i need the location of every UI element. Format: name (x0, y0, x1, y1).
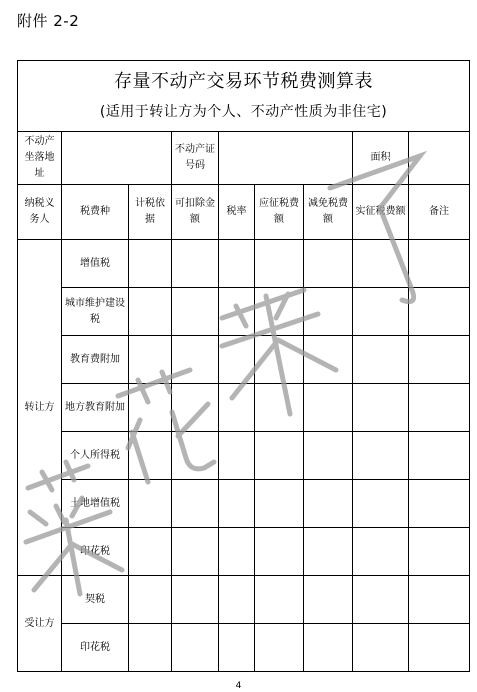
input-cell[interactable] (172, 624, 219, 672)
tax-type-cell: 城市维护建设税 (62, 288, 129, 336)
table-row (18, 528, 470, 576)
input-cell[interactable] (304, 528, 353, 576)
input-cell[interactable] (353, 576, 409, 624)
input-cell[interactable] (353, 240, 409, 288)
input-cell[interactable] (409, 432, 470, 480)
input-cell[interactable] (304, 480, 353, 528)
page-number: 4 (235, 681, 242, 691)
input-cell[interactable] (129, 624, 172, 672)
input-cell[interactable] (409, 384, 470, 432)
column-header: 税率 (219, 185, 255, 240)
watermark-text: 菜花来了 (0, 0, 4, 1)
input-cell[interactable] (255, 576, 304, 624)
input-cell[interactable] (304, 288, 353, 336)
input-cell[interactable] (219, 384, 255, 432)
tax-type-cell: 印花税 (62, 528, 129, 576)
input-cell[interactable] (172, 288, 219, 336)
input-cell[interactable] (255, 288, 304, 336)
table-row (18, 384, 470, 432)
input-cell[interactable] (172, 336, 219, 384)
input-cell[interactable] (304, 336, 353, 384)
input-cell[interactable] (219, 528, 255, 576)
input-cell[interactable] (129, 336, 172, 384)
input-cell[interactable] (304, 576, 353, 624)
table-row (18, 480, 470, 528)
input-cell[interactable] (129, 288, 172, 336)
input-cell[interactable] (219, 288, 255, 336)
table-title-cell (18, 61, 470, 132)
tax-type-cell: 印花税 (62, 624, 129, 672)
input-cell[interactable] (353, 288, 409, 336)
input-cell[interactable] (219, 432, 255, 480)
input-cell[interactable] (129, 528, 172, 576)
input-cell[interactable] (304, 240, 353, 288)
tax-rows (18, 240, 470, 672)
input-cell[interactable] (304, 432, 353, 480)
tax-type-cell: 增值税 (62, 240, 129, 288)
input-cell[interactable] (353, 384, 409, 432)
table-row (18, 336, 470, 384)
taxpayer-cell: 受让方 (18, 576, 62, 672)
input-cell[interactable] (304, 624, 353, 672)
input-cell[interactable] (409, 480, 470, 528)
input-cell[interactable] (255, 480, 304, 528)
taxpayer-cell: 转让方 (18, 240, 62, 576)
table-row (18, 288, 470, 336)
input-cell[interactable] (353, 624, 409, 672)
input-cell[interactable] (129, 432, 172, 480)
input-cell[interactable] (409, 336, 470, 384)
input-cell[interactable] (172, 384, 219, 432)
location-field[interactable] (62, 132, 172, 185)
area-field[interactable] (409, 132, 470, 185)
table-subtitle: (适用于转让方为个人、不动产性质为非住宅) (99, 104, 388, 120)
input-cell[interactable] (353, 480, 409, 528)
tax-type-cell: 教育费附加 (62, 336, 129, 384)
area-label: 面积 (353, 132, 409, 185)
cert-number-field[interactable] (219, 132, 353, 185)
input-cell[interactable] (219, 480, 255, 528)
tax-type-cell: 地方教育附加 (62, 384, 129, 432)
column-header: 备注 (409, 185, 470, 240)
attachment-label: 附件 2-2 (17, 12, 80, 30)
tax-calculation-table (17, 60, 470, 672)
column-header: 应征税费额 (255, 185, 304, 240)
input-cell[interactable] (353, 432, 409, 480)
tax-type-cell: 契税 (62, 576, 129, 624)
input-cell[interactable] (353, 336, 409, 384)
input-cell[interactable] (409, 624, 470, 672)
input-cell[interactable] (409, 288, 470, 336)
column-header-row (18, 185, 470, 240)
column-header: 纳税义务人 (18, 185, 62, 240)
input-cell[interactable] (129, 384, 172, 432)
input-cell[interactable] (304, 384, 353, 432)
table-row (18, 432, 470, 480)
table-row (18, 576, 470, 624)
column-header: 可扣除金额 (172, 185, 219, 240)
input-cell[interactable] (219, 576, 255, 624)
input-cell[interactable] (129, 576, 172, 624)
input-cell[interactable] (255, 624, 304, 672)
input-cell[interactable] (172, 240, 219, 288)
table-row (18, 624, 470, 672)
input-cell[interactable] (172, 576, 219, 624)
input-cell[interactable] (172, 480, 219, 528)
input-cell[interactable] (255, 384, 304, 432)
input-cell[interactable] (172, 528, 219, 576)
input-cell[interactable] (172, 432, 219, 480)
column-header: 实征税费额 (353, 185, 409, 240)
input-cell[interactable] (409, 576, 470, 624)
input-cell[interactable] (219, 240, 255, 288)
input-cell[interactable] (255, 528, 304, 576)
input-cell[interactable] (129, 480, 172, 528)
input-cell[interactable] (409, 528, 470, 576)
input-cell[interactable] (255, 240, 304, 288)
input-cell[interactable] (255, 432, 304, 480)
table-title: 存量不动产交易环节税费测算表 (114, 71, 374, 92)
property-info-row (18, 132, 470, 185)
input-cell[interactable] (219, 624, 255, 672)
input-cell[interactable] (409, 240, 470, 288)
tax-type-cell: 个人所得税 (62, 432, 129, 480)
column-header: 减免税费额 (304, 185, 353, 240)
column-header: 税费种 (62, 185, 129, 240)
cert-number-label: 不动产证号码 (172, 132, 219, 185)
input-cell[interactable] (219, 336, 255, 384)
location-label: 不动产坐落地址 (18, 132, 62, 185)
column-header: 计税依据 (129, 185, 172, 240)
input-cell[interactable] (353, 528, 409, 576)
tax-type-cell: 土地增值税 (62, 480, 129, 528)
input-cell[interactable] (129, 240, 172, 288)
table-row (18, 240, 470, 288)
input-cell[interactable] (255, 336, 304, 384)
